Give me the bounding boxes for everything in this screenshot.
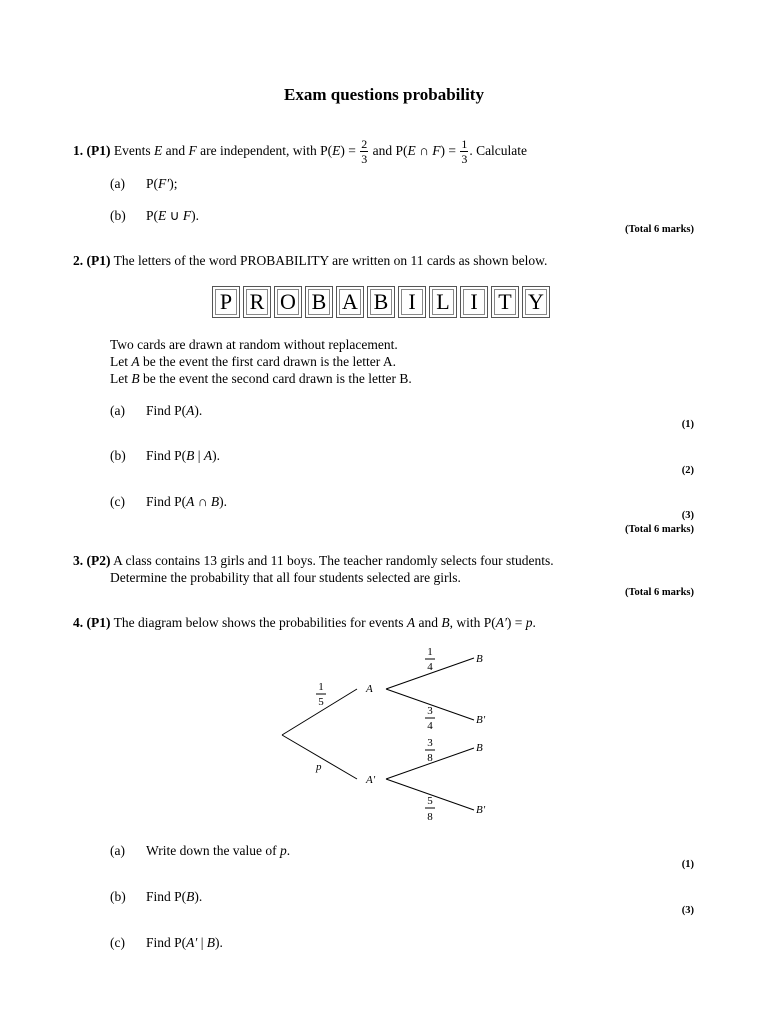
q2b-marks: (2) — [681, 465, 694, 476]
node-a-prime: A′ — [366, 774, 376, 786]
letter-card: I — [460, 286, 488, 318]
q1-total-marks: (Total 6 marks) — [624, 224, 694, 235]
q3-line-2: Determine the probability that all four students selected are girls. — [110, 570, 461, 585]
q1-pe-fraction: $\frac{2}{3}$ — [361, 137, 368, 167]
letter-card: O — [274, 286, 302, 318]
node-a: A — [366, 683, 373, 695]
letter-card: I — [398, 286, 426, 318]
leaf-b-2: B — [476, 742, 483, 754]
prob-b-given-ap-denominator: 8 — [427, 752, 433, 764]
q2c-text: Find P(A ∩ B). — [146, 494, 228, 509]
q2a-label: (a) — [110, 403, 125, 418]
prob-b-given-a-numerator: 1 — [427, 646, 433, 658]
prob-a-denominator: 5 — [318, 696, 324, 708]
q1a-text: P(F′); — [146, 176, 178, 191]
q2b-label: (b) — [110, 448, 126, 463]
q2c-label: (c) — [110, 494, 125, 509]
q3-line-1: 3. (P2) A class contains 13 girls and 11 boys. The teacher randomly selects four students. — [73, 553, 554, 568]
q2a-text: Find P(A). — [146, 403, 203, 418]
probability-cards — [212, 284, 556, 320]
q1b-text: P(E ∪ F). — [146, 208, 200, 223]
letter-card: A — [336, 286, 364, 318]
q1b-label: (b) — [110, 208, 126, 223]
q1-stem: 1. (P1) Events E and F are independent, with P(E) = $\frac{2}{3}$ and P(E ∩ F) = $\frac{1}{3}$ . Calculate — [73, 137, 528, 167]
q4a-label: (a) — [110, 843, 125, 858]
prob-b-given-ap-numerator: 3 — [427, 737, 433, 749]
letter-card: L — [429, 286, 457, 318]
q2-line-1: Two cards are drawn at random without replacement. — [110, 337, 398, 352]
q2-total-marks: (Total 6 marks) — [624, 524, 694, 535]
q1-tag: (P1) — [86, 143, 111, 158]
q4c-text: Find P(A′ | B). — [146, 935, 223, 950]
q4-stem: 4. (P1) The diagram below shows the probabilities for events A and B, with P(A′) = p. — [73, 615, 536, 630]
q2c-marks: (3) — [681, 510, 694, 521]
q3-total-marks: (Total 6 marks) — [624, 587, 694, 598]
leaf-b-prime-2: B′ — [476, 804, 486, 816]
q2-line-2: Let A be the event the first card drawn is the letter A. — [110, 354, 397, 369]
letter-card: B — [367, 286, 395, 318]
leaf-b-1: B — [476, 653, 483, 665]
letter-card: T — [491, 286, 519, 318]
q2b-text: Find P(B | A). — [146, 448, 220, 463]
letter-card: Y — [522, 286, 550, 318]
letter-card: B — [305, 286, 333, 318]
q4b-text: Find P(B). — [146, 889, 203, 904]
prob-bp-given-a-denominator: 4 — [427, 720, 433, 732]
q4b-label: (b) — [110, 889, 126, 904]
q4a-text: Write down the value of p. — [146, 843, 291, 858]
page-title: Exam questions probability — [284, 85, 484, 104]
q2-line-3: Let B be the event the second card drawn is the letter B. — [110, 371, 412, 386]
prob-a-numerator: 1 — [318, 681, 324, 693]
q2-stem: 2. (P1) The letters of the word PROBABILITY are written on 11 cards as shown below. — [73, 253, 548, 268]
prob-bp-given-a-numerator: 3 — [427, 705, 433, 717]
probability-tree-diagram — [260, 640, 520, 830]
prob-b-given-a-denominator: 4 — [427, 661, 433, 673]
q2a-marks: (1) — [681, 419, 694, 430]
q4b-marks: (3) — [681, 905, 694, 916]
tree-branches — [282, 658, 474, 810]
prob-a-prime-label: p — [316, 761, 322, 773]
q1-pef-fraction: $\frac{1}{3}$ — [461, 137, 468, 167]
prob-bp-given-ap-denominator: 8 — [427, 811, 433, 823]
q1a-label: (a) — [110, 176, 125, 191]
letter-card: R — [243, 286, 271, 318]
letter-card: P — [212, 286, 240, 318]
q4a-marks: (1) — [681, 859, 694, 870]
q4c-label: (c) — [110, 935, 125, 950]
prob-bp-given-ap-numerator: 5 — [427, 795, 433, 807]
q1-number: 1. — [73, 143, 84, 158]
leaf-b-prime-1: B′ — [476, 714, 486, 726]
